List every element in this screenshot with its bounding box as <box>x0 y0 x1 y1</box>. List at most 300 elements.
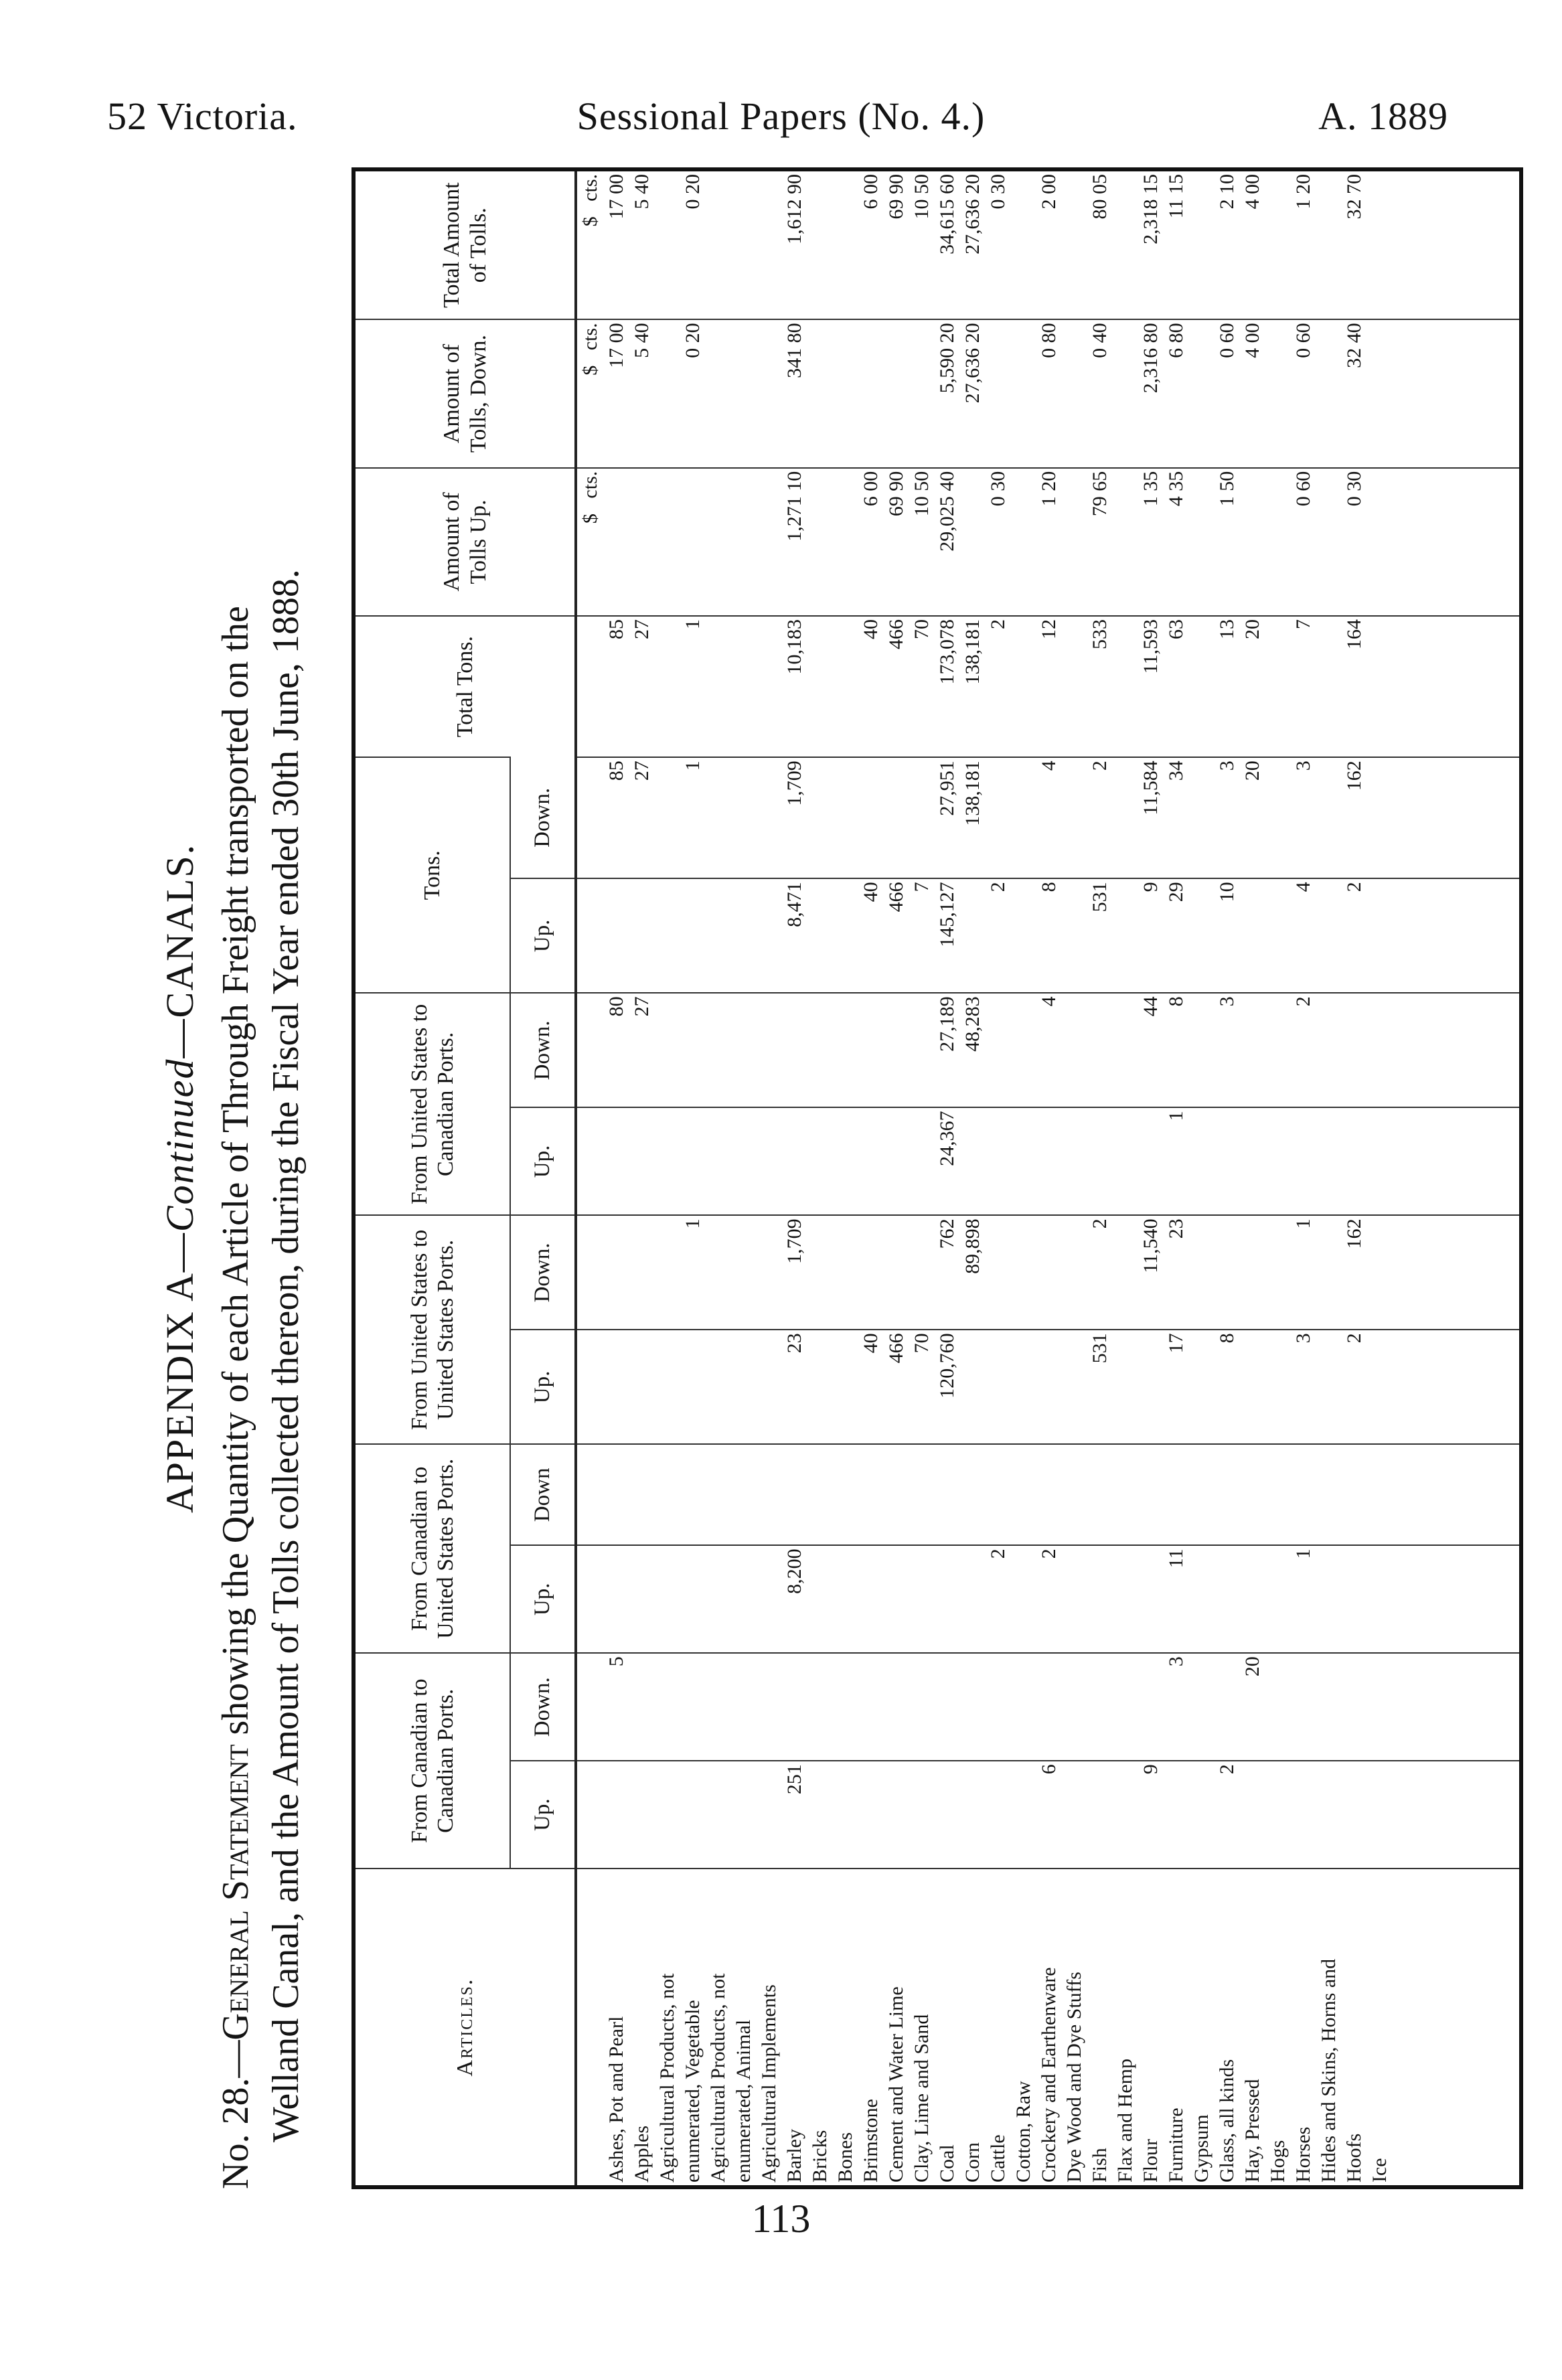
cell-uc-down <box>1113 993 1138 1107</box>
cell-t-up <box>1367 878 1393 993</box>
cents-value: 90 <box>885 471 907 491</box>
cell-uc-up: 24,367 <box>935 1107 960 1215</box>
cell-cc-down <box>833 1653 858 1761</box>
cell-uu-down <box>1240 1215 1265 1330</box>
cell-total: 13 <box>1215 616 1240 757</box>
cell-cc-down <box>884 1653 909 1761</box>
header-left: 52 Victoria. <box>107 94 298 138</box>
cell-tu-amount <box>1113 468 1138 616</box>
cents-value: 00 <box>605 323 627 343</box>
cell-cc-up <box>1113 1761 1138 1869</box>
cell-uc-up <box>1265 1107 1291 1215</box>
dollar-unit: $ <box>579 513 601 524</box>
cell-t-up <box>629 878 655 993</box>
cell-t-up <box>1316 878 1342 993</box>
cell-td-amount <box>655 319 680 467</box>
cell-cu-down <box>1164 1444 1189 1545</box>
cell-tt-amount <box>1062 171 1087 319</box>
cell-cu-up: 1 <box>1291 1545 1316 1653</box>
cell-t-up: 8 <box>1036 878 1062 993</box>
cell-cu-up <box>935 1545 960 1653</box>
cents-value: 20 <box>936 323 958 343</box>
cell-cc-up: 9 <box>1138 1761 1164 1869</box>
cents-value: 20 <box>961 174 984 194</box>
cell-uu-up <box>629 1330 655 1444</box>
cell-uc-up <box>680 1107 706 1215</box>
cell-t-down <box>1113 757 1138 878</box>
dollars-value: 2 <box>1216 199 1238 210</box>
table-row <box>1240 171 1265 2185</box>
cell-cu-up <box>1316 1545 1342 1653</box>
cell-cc-up <box>833 1761 858 1869</box>
cell-uc-up <box>1036 1107 1062 1215</box>
cell-uu-down <box>1215 1215 1240 1330</box>
article-name <box>986 1869 1011 2185</box>
cents-value: 80 <box>1165 323 1187 343</box>
table-row <box>604 171 629 2185</box>
cell-td-amount <box>1087 319 1113 467</box>
cell-uu-down <box>1011 1215 1036 1330</box>
cell-cc-down <box>1215 1653 1240 1761</box>
cell-uc-down <box>706 993 731 1107</box>
cell-uc-down <box>909 993 935 1107</box>
cell-tt-amount <box>1240 171 1265 319</box>
cell-t-up <box>1011 878 1036 993</box>
cell-t-up: 2 <box>986 878 1011 993</box>
cell-cu-up <box>858 1545 884 1653</box>
cell-uc-up <box>655 1107 680 1215</box>
cents-value: 10 <box>783 471 805 491</box>
table-row <box>884 171 909 2185</box>
article-name <box>680 1869 706 2185</box>
table-row <box>1367 171 1393 2185</box>
cell-t-down: 27,951 <box>935 757 960 878</box>
cell-cu-up <box>604 1545 629 1653</box>
cents-value: 20 <box>1038 471 1060 491</box>
cell-cc-down <box>629 1653 655 1761</box>
cell-cc-up <box>1189 1761 1215 1869</box>
cell-td-amount <box>1291 319 1316 467</box>
cell-total <box>1062 616 1087 757</box>
dollars-value: 1 <box>1292 199 1314 210</box>
cell-uc-down <box>731 993 757 1107</box>
cell-uu-down <box>1113 1215 1138 1330</box>
cents-value: 50 <box>911 174 933 194</box>
cell-uu-up <box>833 1330 858 1444</box>
cell-tt-amount <box>960 171 986 319</box>
article-label: Barley <box>783 2129 805 2183</box>
cell-total <box>833 616 858 757</box>
cell-uu-down <box>655 1215 680 1330</box>
cell-td-amount <box>604 319 629 467</box>
cell-tu-amount <box>1291 468 1316 616</box>
dollars-value: 0 <box>1343 496 1365 507</box>
cell-tt-amount <box>680 171 706 319</box>
article-name <box>858 1869 884 2185</box>
cell-uc-down: 27 <box>629 993 655 1107</box>
cents-value: 60 <box>1292 323 1314 343</box>
cell-uc-up <box>1367 1107 1393 1215</box>
cell-t-down <box>1062 757 1087 878</box>
cell-uu-up: 40 <box>858 1330 884 1444</box>
article-label: Hides and Skins, Horns and <box>1318 1958 1340 2183</box>
cell-td-amount <box>960 319 986 467</box>
cell-t-down <box>986 757 1011 878</box>
cents-unit: cts. <box>579 174 601 202</box>
cell-td-amount <box>807 319 833 467</box>
cell-uc-down: 80 <box>604 993 629 1107</box>
cell-uu-down <box>1062 1215 1087 1330</box>
article-label: Clay, Lime and Sand <box>911 2014 933 2183</box>
article-name <box>604 1869 629 2185</box>
cents-value: 00 <box>1241 174 1263 194</box>
cell-td-amount <box>909 319 935 467</box>
table-frame <box>352 167 1523 2189</box>
cell-uu-down: 1 <box>1291 1215 1316 1330</box>
total-tolls-units <box>576 171 604 319</box>
cell-tt-amount <box>833 171 858 319</box>
dollars-value: 6 <box>860 496 882 507</box>
cell-uc-down <box>757 993 782 1107</box>
dollars-value: 4 <box>1241 199 1263 210</box>
cell-uu-up: 466 <box>884 1330 909 1444</box>
cell-uc-down <box>680 993 706 1107</box>
cell-cc-up: 6 <box>1036 1761 1062 1869</box>
cents-value: 00 <box>1038 174 1060 194</box>
dollars-value: 5 <box>631 347 653 358</box>
cell-cc-down <box>1036 1653 1062 1761</box>
page-number: 113 <box>751 2197 811 2241</box>
cell-t-up: 531 <box>1087 878 1113 993</box>
dollars-value: 1 <box>1216 496 1238 507</box>
dollars-value: 6 <box>860 199 882 210</box>
cents-value: 30 <box>1343 471 1365 491</box>
cell-uu-up <box>1240 1330 1265 1444</box>
dollars-value: 0 <box>1089 347 1111 358</box>
cell-total: 164 <box>1342 616 1367 757</box>
sub-header-up: Up. <box>510 1545 576 1653</box>
cell-tu-amount <box>1342 468 1367 616</box>
cell-cc-up <box>1062 1761 1087 1869</box>
cell-uc-up <box>604 1107 629 1215</box>
cell-cc-up <box>960 1761 986 1869</box>
dollars-value: 29,025 <box>936 496 958 552</box>
table-row <box>833 171 858 2185</box>
cell-tu-amount <box>909 468 935 616</box>
cell-uc-up <box>960 1107 986 1215</box>
article-label: Cotton, Raw <box>1012 2081 1034 2183</box>
article-name <box>1062 1869 1087 2185</box>
cell-cc-up <box>858 1761 884 1869</box>
group-header-cu: From Canadian to United States Ports. <box>356 1444 510 1653</box>
cell-cu-up <box>757 1545 782 1653</box>
cell-cc-down <box>807 1653 833 1761</box>
article-name <box>757 1869 782 2185</box>
cell-cu-up: 11 <box>1164 1545 1189 1653</box>
cell-tt-amount <box>731 171 757 319</box>
dollars-value: 0 <box>682 199 704 210</box>
article-label: Hay, Pressed <box>1241 2079 1263 2183</box>
sub-header-up: Up. <box>510 1761 576 1869</box>
cell-uc-up <box>782 1107 807 1215</box>
dollars-value: 1,612 <box>783 199 805 244</box>
cell-cc-down <box>1367 1653 1393 1761</box>
cell-td-amount <box>1189 319 1215 467</box>
cell-total <box>731 616 757 757</box>
cell-uc-down: 8 <box>1164 993 1189 1107</box>
cell-td-amount <box>935 319 960 467</box>
cell-t-up: 29 <box>1164 878 1189 993</box>
cell-cc-down <box>986 1653 1011 1761</box>
cell-t-down <box>833 757 858 878</box>
article-name <box>731 1869 757 2185</box>
cents-value: 90 <box>885 174 907 194</box>
article-name <box>1240 1869 1265 2185</box>
cell-uu-up <box>1316 1330 1342 1444</box>
cell-uc-down: 44 <box>1138 993 1164 1107</box>
article-name <box>1011 1869 1036 2185</box>
total-tolls-header: Total Amount of Tolls. <box>356 171 576 319</box>
cell-cc-down <box>1011 1653 1036 1761</box>
dollar-unit: $ <box>579 216 601 227</box>
cents-value: 00 <box>605 174 627 194</box>
statement-text: showing the Quantity of each Article of Through Freight transported on the <box>215 606 256 1745</box>
cell-total <box>706 616 731 757</box>
cell-total <box>1011 616 1036 757</box>
article-label: Gypsum <box>1190 2114 1213 2183</box>
cell-total: 40 <box>858 616 884 757</box>
cell-uc-up <box>731 1107 757 1215</box>
freight-table <box>356 171 1519 2185</box>
cell-cu-down <box>1189 1444 1215 1545</box>
cell-cc-up <box>629 1761 655 1869</box>
cell-total <box>1316 616 1342 757</box>
cell-cu-up <box>706 1545 731 1653</box>
cell-cu-down <box>629 1444 655 1545</box>
cell-total <box>1367 616 1393 757</box>
caption-block <box>137 167 378 2189</box>
article-label: Cattle <box>987 2134 1009 2183</box>
cell-cc-up: 2 <box>1215 1761 1240 1869</box>
cell-t-up <box>1113 878 1138 993</box>
cell-tt-amount <box>1087 171 1113 319</box>
article-label: Ashes, Pot and Pearl <box>605 2016 627 2183</box>
cell-uu-down <box>629 1215 655 1330</box>
cell-tt-amount <box>757 171 782 319</box>
cell-t-up <box>1062 878 1087 993</box>
cell-tu-amount <box>731 468 757 616</box>
cell-cc-down <box>858 1653 884 1761</box>
table-row <box>1316 171 1342 2185</box>
cents-value: 40 <box>631 323 653 343</box>
cell-total: 138,181 <box>960 616 986 757</box>
table-row <box>807 171 833 2185</box>
table-row <box>782 171 807 2185</box>
cell-tt-amount <box>935 171 960 319</box>
cell-uc-down <box>1265 993 1291 1107</box>
cell-tu-amount <box>1011 468 1036 616</box>
cell-cc-down <box>706 1653 731 1761</box>
cell-tt-amount <box>858 171 884 319</box>
cell-cc-up <box>1011 1761 1036 1869</box>
cell-cu-up <box>655 1545 680 1653</box>
cell-t-up <box>960 878 986 993</box>
cell-t-down: 3 <box>1291 757 1316 878</box>
cell-uu-down <box>884 1215 909 1330</box>
table-row <box>986 171 1011 2185</box>
cell-total <box>1265 616 1291 757</box>
cell-uu-down: 23 <box>1164 1215 1189 1330</box>
cell-tu-amount <box>1316 468 1342 616</box>
cell-uu-up <box>986 1330 1011 1444</box>
article-name <box>1265 1869 1291 2185</box>
dollars-value: 2,316 <box>1140 347 1162 394</box>
cell-cc-up <box>1164 1761 1189 1869</box>
cell-uu-down: 2 <box>1087 1215 1113 1330</box>
cell-cu-down <box>1265 1444 1291 1545</box>
cell-uu-down <box>1036 1215 1062 1330</box>
appendix-title <box>157 167 202 2189</box>
cell-t-up <box>731 878 757 993</box>
cell-td-amount <box>1011 319 1036 467</box>
sub-header-up: Up. <box>510 1107 576 1215</box>
cell-uu-up: 70 <box>909 1330 935 1444</box>
dollars-value: 17 <box>605 199 627 220</box>
cell-tu-amount <box>960 468 986 616</box>
cell-t-down: 27 <box>629 757 655 878</box>
dollars-value: 10 <box>911 496 933 517</box>
cell-uu-up <box>1062 1330 1087 1444</box>
cell-cu-down <box>833 1444 858 1545</box>
cell-t-down: 1,709 <box>782 757 807 878</box>
dollars-value: 11 <box>1165 199 1187 219</box>
cell-uu-up <box>1113 1330 1138 1444</box>
cell-cc-down <box>680 1653 706 1761</box>
article-name <box>1291 1869 1316 2185</box>
article-label: Bricks <box>809 2130 831 2183</box>
article-label: enumerated, Animal <box>732 2019 755 2183</box>
cell-uu-down <box>986 1215 1011 1330</box>
cell-cc-up <box>1265 1761 1291 1869</box>
cell-total: 63 <box>1164 616 1189 757</box>
cell-cu-down <box>1291 1444 1316 1545</box>
cell-uc-up: 1 <box>1164 1107 1189 1215</box>
cell-cu-up: 8,200 <box>782 1545 807 1653</box>
cell-cc-down <box>960 1653 986 1761</box>
cell-cc-down: 5 <box>604 1653 629 1761</box>
cell-cc-down <box>1291 1653 1316 1761</box>
cell-uu-down <box>604 1215 629 1330</box>
article-name <box>884 1869 909 2185</box>
cell-tt-amount <box>1036 171 1062 319</box>
cell-cc-down <box>1138 1653 1164 1761</box>
cell-uu-up <box>604 1330 629 1444</box>
cell-td-amount <box>782 319 807 467</box>
dollars-value: 4 <box>1165 496 1187 507</box>
tolls-up-units <box>576 468 604 616</box>
cell-total: 11,593 <box>1138 616 1164 757</box>
cell-t-down <box>1265 757 1291 878</box>
dollars-value: 0 <box>1292 347 1314 358</box>
sub-header-down: Down. <box>510 1215 576 1330</box>
cell-t-down <box>1011 757 1036 878</box>
sub-header-down: Down. <box>510 757 576 878</box>
cell-uc-up <box>1316 1107 1342 1215</box>
cell-t-up <box>706 878 731 993</box>
article-name <box>782 1869 807 2185</box>
dollars-value: 79 <box>1089 496 1111 517</box>
dollars-value: 1,271 <box>783 496 805 542</box>
cents-value: 15 <box>1165 174 1187 194</box>
sub-header-down: Down <box>510 1444 576 1545</box>
table-row <box>757 171 782 2185</box>
cell-td-amount <box>1240 319 1265 467</box>
tolls-down-units <box>576 319 604 467</box>
cents-value: 30 <box>987 471 1009 491</box>
cell-uc-down: 4 <box>1036 993 1062 1107</box>
cell-td-amount <box>706 319 731 467</box>
article-name <box>1342 1869 1367 2185</box>
cell-uu-up <box>1036 1330 1062 1444</box>
cents-value: 80 <box>783 323 805 343</box>
cell-uc-down <box>858 993 884 1107</box>
cell-tu-amount <box>782 468 807 616</box>
cell-tu-amount <box>706 468 731 616</box>
appendix-title-tail: —CANALS. <box>158 843 202 1058</box>
cell-t-up <box>757 878 782 993</box>
cell-tt-amount <box>1316 171 1342 319</box>
dollars-value: 34,615 <box>936 199 958 254</box>
cell-cc-up <box>884 1761 909 1869</box>
cell-cc-up <box>1291 1761 1316 1869</box>
article-label: Bones <box>834 2132 856 2183</box>
cell-tu-amount <box>833 468 858 616</box>
cell-cu-down <box>1062 1444 1087 1545</box>
cents-value: 60 <box>1216 323 1238 343</box>
table-row <box>1138 171 1164 2185</box>
cell-cu-up <box>960 1545 986 1653</box>
cell-total: 1 <box>680 616 706 757</box>
table-row <box>680 171 706 2185</box>
cell-uu-down <box>858 1215 884 1330</box>
units-row <box>576 171 604 2185</box>
cell-cu-down <box>757 1444 782 1545</box>
cell-cc-down <box>909 1653 935 1761</box>
article-name <box>655 1869 680 2185</box>
cell-t-down <box>706 757 731 878</box>
cents-value: 60 <box>1292 471 1314 491</box>
cell-cu-up <box>884 1545 909 1653</box>
cell-total: 466 <box>884 616 909 757</box>
statement-number: No. 28.— <box>215 2040 256 2189</box>
cell-uu-up <box>807 1330 833 1444</box>
article-name <box>1367 1869 1393 2185</box>
table-row <box>1164 171 1189 2185</box>
cell-uu-up: 23 <box>782 1330 807 1444</box>
group-header-uu: From United States to United States Ports. <box>356 1215 510 1444</box>
cell-uu-down: 11,540 <box>1138 1215 1164 1330</box>
group-header-uc: From United States to Canadian Ports. <box>356 993 510 1215</box>
cell-cu-up <box>1087 1545 1113 1653</box>
sub-header-up: Up. <box>510 1330 576 1444</box>
cell-cu-up <box>1011 1545 1036 1653</box>
cents-value: 40 <box>1089 323 1111 343</box>
cell-td-amount <box>1215 319 1240 467</box>
dollars-value: 32 <box>1343 199 1365 220</box>
cell-total: 70 <box>909 616 935 757</box>
cell-tu-amount <box>680 468 706 616</box>
cell-t-down: 2 <box>1087 757 1113 878</box>
